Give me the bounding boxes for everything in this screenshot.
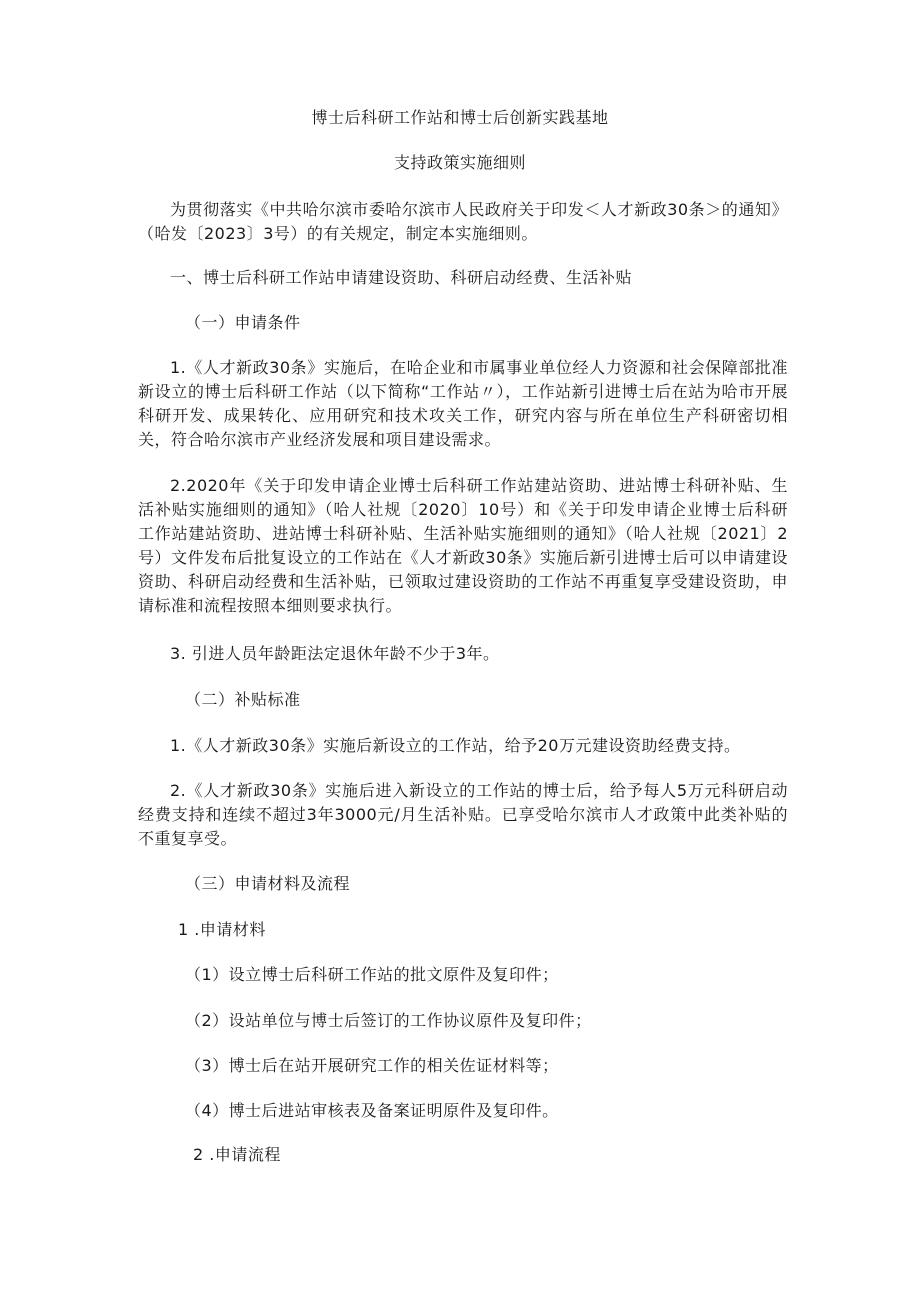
intro-paragraph: 为贯彻落实《中共哈尔滨市委哈尔滨市人民政府关于印发＜人才新政30条＞的通知》（哈发〔2023〕3号）的有关规定，制定本实施细则。 bbox=[138, 200, 788, 243]
material-item-3: （3）博士后在站开展研究工作的相关佐证材料等； bbox=[185, 1056, 559, 1075]
materials-subheading: 1 .申请材料 bbox=[178, 920, 266, 939]
subsection-heading-standards: （二）补贴标准 bbox=[185, 690, 301, 709]
section-heading-1: 一、博士后科研工作站申请建设资助、科研启动经费、生活补贴 bbox=[170, 268, 633, 287]
process-subheading: 2 .申请流程 bbox=[193, 1145, 281, 1164]
standard-item-2: 2.《人才新政30条》实施后进入新设立的工作站的博士后，给予每人5万元科研启动经费支持和连续不超过3年3000元/月生活补贴。已享受哈尔滨市人才政策中此类补贴的不重复享受。 bbox=[138, 781, 788, 848]
condition-item-3: 3. 引进人员年龄距法定退休年龄不少于3年。 bbox=[170, 644, 500, 663]
subsection-heading-materials: （三）申请材料及流程 bbox=[185, 874, 351, 893]
material-item-2: （2）设站单位与博士后签订的工作协议原件及复印件； bbox=[185, 1011, 592, 1030]
document-title-line1: 博士后科研工作站和博士后创新实践基地 bbox=[311, 108, 609, 127]
condition-item-1: 1.《人才新政30条》实施后，在哈企业和市属事业单位经人力资源和社会保障部批准新设立的博士后科研工作站（以下简称“工作站〃），工作站新引进博士后在站为哈市开展科研开发、成果转化、应用研究和技术攻关工作，研究内容与所在单位生产科研密切相关，符合哈尔滨市产业经济发展和项目建设需求。 bbox=[138, 358, 788, 449]
material-item-1: （1）设立博士后科研工作站的批文原件及复印件； bbox=[185, 965, 559, 984]
material-item-4: （4）博士后进站审核表及备案证明原件及复印件。 bbox=[185, 1101, 559, 1120]
document-title-line2: 支持政策实施细则 bbox=[393, 153, 526, 172]
standard-item-1: 1.《人才新政30条》实施后新设立的工作站，给予20万元建设资助经费支持。 bbox=[170, 736, 741, 755]
subsection-heading-conditions: （一）申请条件 bbox=[185, 313, 301, 332]
condition-item-2: 2.2020年《关于印发申请企业博士后科研工作站建站资助、进站博士科研补贴、生活补贴实施细则的通知》（哈人社规〔2020〕10号）和《关于印发申请企业博士后科研工作站建站资助、进站博士科研补贴、生活补贴实施细则的通知》（哈人社规〔2021〕2号）文件发布后批复设立的工作站在《人才新政30条》实施后新引进博士后可以申请建设资助、科研启动经费和生活补贴，已领取过建设资助的工作站不再重复享受建设资助，申请标准和流程按照本细则要求执行。 bbox=[138, 476, 788, 615]
